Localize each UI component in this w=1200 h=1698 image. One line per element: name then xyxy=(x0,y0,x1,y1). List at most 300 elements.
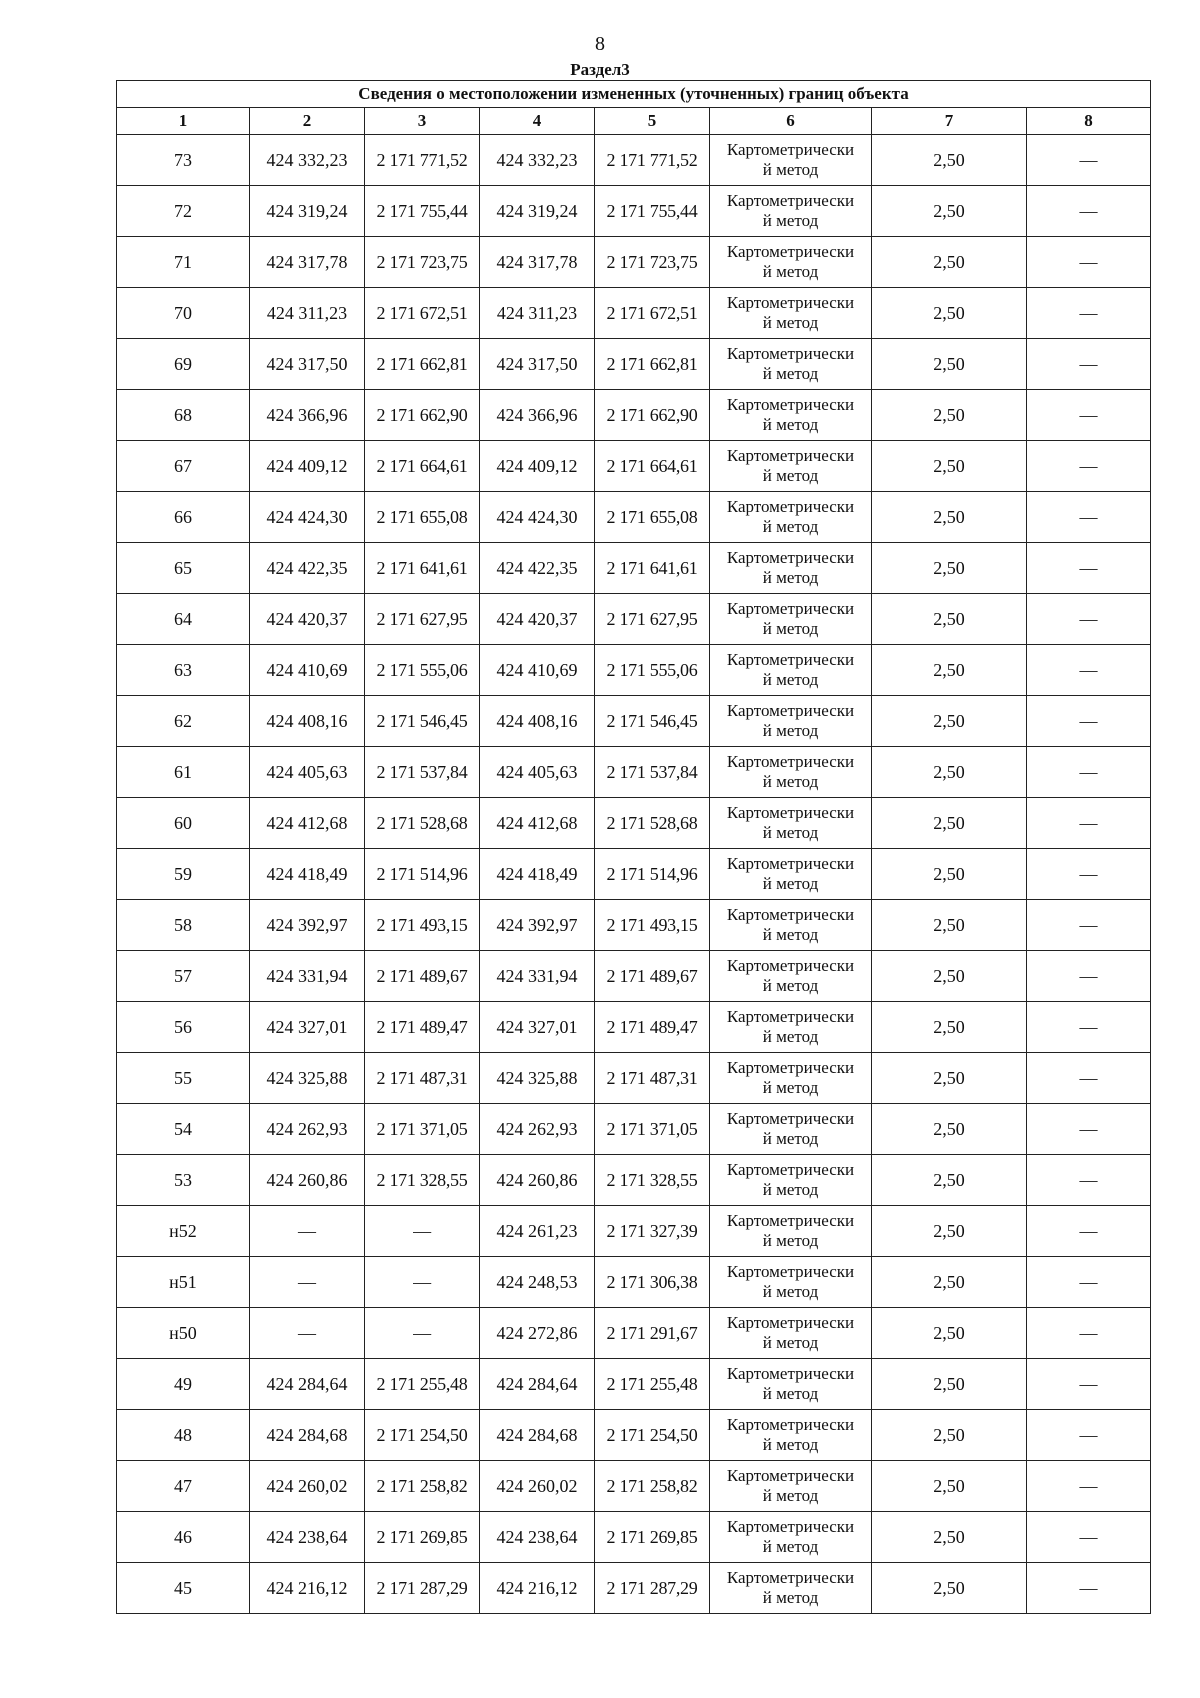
point-number-cell: 66 xyxy=(117,492,250,543)
method-line-2: й метод xyxy=(762,1486,819,1505)
point-number-cell: 65 xyxy=(117,543,250,594)
new-x-cell: 424 317,78 xyxy=(480,237,595,288)
method-line-2: й метод xyxy=(762,262,819,281)
new-x-cell: 424 311,23 xyxy=(480,288,595,339)
method-cell xyxy=(710,390,872,441)
table-row xyxy=(117,186,1151,237)
accuracy-cell: 2,50 xyxy=(872,696,1027,747)
method-line-2: й метод xyxy=(762,1333,819,1352)
point-number-cell: 67 xyxy=(117,441,250,492)
new-x-cell: 424 408,16 xyxy=(480,696,595,747)
table-row xyxy=(117,1461,1151,1512)
accuracy-cell: 2,50 xyxy=(872,237,1027,288)
method-line-1: Картометрически xyxy=(726,1160,855,1179)
new-x-cell: 424 420,37 xyxy=(480,594,595,645)
accuracy-cell: 2,50 xyxy=(872,135,1027,186)
method-line-2: й метод xyxy=(762,976,819,995)
new-x-cell: 424 260,02 xyxy=(480,1461,595,1512)
description-cell: — xyxy=(1027,900,1151,951)
description-cell: — xyxy=(1027,1206,1151,1257)
accuracy-cell: 2,50 xyxy=(872,1410,1027,1461)
method-line-1: Картометрически xyxy=(726,1007,855,1026)
old-y-cell: 2 171 655,08 xyxy=(365,492,480,543)
table-row xyxy=(117,951,1151,1002)
method-line-2: й метод xyxy=(762,1180,819,1199)
point-number-cell: 70 xyxy=(117,288,250,339)
new-y-cell: 2 171 664,61 xyxy=(595,441,710,492)
description-cell: — xyxy=(1027,441,1151,492)
table-row xyxy=(117,237,1151,288)
old-y-cell: 2 171 493,15 xyxy=(365,900,480,951)
method-line-1: Картометрически xyxy=(726,293,855,312)
method-line-1: Картометрически xyxy=(726,650,855,669)
new-y-cell: 2 171 489,67 xyxy=(595,951,710,1002)
old-x-cell: 424 331,94 xyxy=(250,951,365,1002)
new-y-cell: 2 171 662,90 xyxy=(595,390,710,441)
old-x-cell: 424 409,12 xyxy=(250,441,365,492)
new-x-cell: 424 317,50 xyxy=(480,339,595,390)
point-number-cell: 48 xyxy=(117,1410,250,1461)
method-cell xyxy=(710,1461,872,1512)
new-y-cell: 2 171 306,38 xyxy=(595,1257,710,1308)
method-line-2: й метод xyxy=(762,364,819,383)
point-number-cell: 63 xyxy=(117,645,250,696)
old-x-cell: 424 405,63 xyxy=(250,747,365,798)
method-cell xyxy=(710,492,872,543)
table-row xyxy=(117,1155,1151,1206)
method-line-2: й метод xyxy=(762,1027,819,1046)
old-y-cell: 2 171 555,06 xyxy=(365,645,480,696)
method-cell xyxy=(710,1257,872,1308)
point-number-cell: н51 xyxy=(117,1257,250,1308)
method-cell xyxy=(710,1104,872,1155)
new-x-cell: 424 409,12 xyxy=(480,441,595,492)
method-line-2: й метод xyxy=(762,568,819,587)
description-cell: — xyxy=(1027,288,1151,339)
table-row xyxy=(117,1104,1151,1155)
old-y-cell: 2 171 723,75 xyxy=(365,237,480,288)
old-y-cell: — xyxy=(365,1308,480,1359)
method-cell xyxy=(710,747,872,798)
old-x-cell: — xyxy=(250,1257,365,1308)
new-x-cell: 424 331,94 xyxy=(480,951,595,1002)
point-number-cell: 72 xyxy=(117,186,250,237)
accuracy-cell: 2,50 xyxy=(872,1461,1027,1512)
column-number: 6 xyxy=(710,108,872,135)
method-line-2: й метод xyxy=(762,823,819,842)
old-y-cell: 2 171 258,82 xyxy=(365,1461,480,1512)
point-number-cell: н50 xyxy=(117,1308,250,1359)
method-line-2: й метод xyxy=(762,1537,819,1556)
new-y-cell: 2 171 291,67 xyxy=(595,1308,710,1359)
column-number: 3 xyxy=(365,108,480,135)
table-row xyxy=(117,696,1151,747)
table-row xyxy=(117,747,1151,798)
table-row xyxy=(117,390,1151,441)
old-y-cell: 2 171 662,90 xyxy=(365,390,480,441)
table-row xyxy=(117,1257,1151,1308)
new-x-cell: 424 422,35 xyxy=(480,543,595,594)
old-y-cell: 2 171 537,84 xyxy=(365,747,480,798)
method-line-1: Картометрически xyxy=(726,1313,855,1332)
accuracy-cell: 2,50 xyxy=(872,849,1027,900)
method-line-1: Картометрически xyxy=(726,701,855,720)
method-line-2: й метод xyxy=(762,211,819,230)
old-x-cell: 424 412,68 xyxy=(250,798,365,849)
new-y-cell: 2 171 371,05 xyxy=(595,1104,710,1155)
method-line-2: й метод xyxy=(762,517,819,536)
method-cell xyxy=(710,441,872,492)
table-row xyxy=(117,1563,1151,1614)
new-x-cell: 424 260,86 xyxy=(480,1155,595,1206)
description-cell: — xyxy=(1027,543,1151,594)
method-cell xyxy=(710,696,872,747)
accuracy-cell: 2,50 xyxy=(872,594,1027,645)
method-line-1: Картометрически xyxy=(726,446,855,465)
method-line-2: й метод xyxy=(762,160,819,179)
method-line-1: Картометрически xyxy=(726,1568,855,1587)
old-x-cell: 424 366,96 xyxy=(250,390,365,441)
point-number-cell: 60 xyxy=(117,798,250,849)
point-number-cell: 47 xyxy=(117,1461,250,1512)
new-y-cell: 2 171 287,29 xyxy=(595,1563,710,1614)
description-cell: — xyxy=(1027,492,1151,543)
method-cell xyxy=(710,339,872,390)
new-y-cell: 2 171 327,39 xyxy=(595,1206,710,1257)
caption-row xyxy=(117,81,1151,108)
method-cell xyxy=(710,645,872,696)
new-y-cell: 2 171 514,96 xyxy=(595,849,710,900)
table-row xyxy=(117,1053,1151,1104)
method-line-1: Картометрически xyxy=(726,344,855,363)
point-number-cell: 71 xyxy=(117,237,250,288)
old-x-cell: 424 418,49 xyxy=(250,849,365,900)
new-x-cell: 424 325,88 xyxy=(480,1053,595,1104)
method-line-1: Картометрически xyxy=(726,905,855,924)
accuracy-cell: 2,50 xyxy=(872,1104,1027,1155)
method-line-1: Картометрически xyxy=(726,1262,855,1281)
method-line-2: й метод xyxy=(762,619,819,638)
accuracy-cell: 2,50 xyxy=(872,645,1027,696)
new-x-cell: 424 261,23 xyxy=(480,1206,595,1257)
method-cell xyxy=(710,186,872,237)
method-line-1: Картометрически xyxy=(726,140,855,159)
description-cell: — xyxy=(1027,1461,1151,1512)
method-cell xyxy=(710,543,872,594)
table-row xyxy=(117,441,1151,492)
old-x-cell: — xyxy=(250,1308,365,1359)
old-y-cell: 2 171 269,85 xyxy=(365,1512,480,1563)
new-x-cell: 424 284,64 xyxy=(480,1359,595,1410)
description-cell: — xyxy=(1027,1053,1151,1104)
description-cell: — xyxy=(1027,696,1151,747)
description-cell: — xyxy=(1027,1359,1151,1410)
point-number-cell: 46 xyxy=(117,1512,250,1563)
old-y-cell: 2 171 489,67 xyxy=(365,951,480,1002)
new-x-cell: 424 405,63 xyxy=(480,747,595,798)
point-number-cell: 64 xyxy=(117,594,250,645)
old-x-cell: 424 420,37 xyxy=(250,594,365,645)
table-row xyxy=(117,288,1151,339)
table-row xyxy=(117,339,1151,390)
method-line-2: й метод xyxy=(762,1078,819,1097)
method-line-1: Картометрически xyxy=(726,497,855,516)
point-number-cell: 68 xyxy=(117,390,250,441)
table-row xyxy=(117,1308,1151,1359)
accuracy-cell: 2,50 xyxy=(872,492,1027,543)
old-y-cell: 2 171 255,48 xyxy=(365,1359,480,1410)
new-y-cell: 2 171 493,15 xyxy=(595,900,710,951)
new-y-cell: 2 171 771,52 xyxy=(595,135,710,186)
old-x-cell: 424 327,01 xyxy=(250,1002,365,1053)
new-x-cell: 424 248,53 xyxy=(480,1257,595,1308)
old-y-cell: 2 171 641,61 xyxy=(365,543,480,594)
point-number-cell: 69 xyxy=(117,339,250,390)
new-x-cell: 424 319,24 xyxy=(480,186,595,237)
method-line-1: Картометрически xyxy=(726,1364,855,1383)
description-cell: — xyxy=(1027,186,1151,237)
old-y-cell: 2 171 528,68 xyxy=(365,798,480,849)
table-row xyxy=(117,492,1151,543)
accuracy-cell: 2,50 xyxy=(872,1002,1027,1053)
old-x-cell: 424 325,88 xyxy=(250,1053,365,1104)
old-y-cell: 2 171 371,05 xyxy=(365,1104,480,1155)
old-y-cell: 2 171 287,29 xyxy=(365,1563,480,1614)
new-x-cell: 424 327,01 xyxy=(480,1002,595,1053)
new-y-cell: 2 171 723,75 xyxy=(595,237,710,288)
method-line-1: Картометрически xyxy=(726,548,855,567)
old-x-cell: 424 424,30 xyxy=(250,492,365,543)
description-cell: — xyxy=(1027,798,1151,849)
method-cell xyxy=(710,849,872,900)
description-cell: — xyxy=(1027,645,1151,696)
new-x-cell: 424 216,12 xyxy=(480,1563,595,1614)
description-cell: — xyxy=(1027,1410,1151,1461)
method-cell xyxy=(710,1155,872,1206)
column-number: 2 xyxy=(250,108,365,135)
old-x-cell: 424 332,23 xyxy=(250,135,365,186)
old-x-cell: 424 260,02 xyxy=(250,1461,365,1512)
method-line-2: й метод xyxy=(762,1129,819,1148)
method-cell xyxy=(710,1410,872,1461)
old-y-cell: 2 171 755,44 xyxy=(365,186,480,237)
column-number: 5 xyxy=(595,108,710,135)
new-y-cell: 2 171 627,95 xyxy=(595,594,710,645)
point-number-cell: 54 xyxy=(117,1104,250,1155)
point-number-cell: 73 xyxy=(117,135,250,186)
method-line-2: й метод xyxy=(762,1588,819,1607)
old-y-cell: 2 171 546,45 xyxy=(365,696,480,747)
method-cell xyxy=(710,1359,872,1410)
page-number: 8 xyxy=(595,33,605,55)
description-cell: — xyxy=(1027,849,1151,900)
description-cell: — xyxy=(1027,1563,1151,1614)
method-line-1: Картометрически xyxy=(726,1211,855,1230)
old-x-cell: 424 216,12 xyxy=(250,1563,365,1614)
old-x-cell: — xyxy=(250,1206,365,1257)
new-y-cell: 2 171 546,45 xyxy=(595,696,710,747)
new-y-cell: 2 171 537,84 xyxy=(595,747,710,798)
accuracy-cell: 2,50 xyxy=(872,1563,1027,1614)
table-caption: Сведения о местоположении измененных (уточненных) границ объекта xyxy=(117,81,1151,108)
old-x-cell: 424 408,16 xyxy=(250,696,365,747)
method-line-1: Картометрически xyxy=(726,752,855,771)
point-number-cell: н52 xyxy=(117,1206,250,1257)
column-number: 4 xyxy=(480,108,595,135)
accuracy-cell: 2,50 xyxy=(872,339,1027,390)
old-x-cell: 424 317,78 xyxy=(250,237,365,288)
table-row xyxy=(117,135,1151,186)
table-row xyxy=(117,1002,1151,1053)
description-cell: — xyxy=(1027,594,1151,645)
accuracy-cell: 2,50 xyxy=(872,1512,1027,1563)
method-line-1: Картометрически xyxy=(726,1109,855,1128)
accuracy-cell: 2,50 xyxy=(872,951,1027,1002)
description-cell: — xyxy=(1027,1002,1151,1053)
accuracy-cell: 2,50 xyxy=(872,1053,1027,1104)
method-line-1: Картометрически xyxy=(726,1466,855,1485)
description-cell: — xyxy=(1027,1308,1151,1359)
accuracy-cell: 2,50 xyxy=(872,1257,1027,1308)
method-line-1: Картометрически xyxy=(726,242,855,261)
accuracy-cell: 2,50 xyxy=(872,543,1027,594)
column-number: 7 xyxy=(872,108,1027,135)
method-line-1: Картометрически xyxy=(726,854,855,873)
method-cell xyxy=(710,1563,872,1614)
column-number: 8 xyxy=(1027,108,1151,135)
new-y-cell: 2 171 641,61 xyxy=(595,543,710,594)
old-y-cell: 2 171 627,95 xyxy=(365,594,480,645)
method-line-2: й метод xyxy=(762,670,819,689)
new-y-cell: 2 171 255,48 xyxy=(595,1359,710,1410)
new-y-cell: 2 171 487,31 xyxy=(595,1053,710,1104)
method-line-2: й метод xyxy=(762,925,819,944)
table-row xyxy=(117,849,1151,900)
new-x-cell: 424 262,93 xyxy=(480,1104,595,1155)
method-cell xyxy=(710,951,872,1002)
table-row xyxy=(117,645,1151,696)
point-number-cell: 58 xyxy=(117,900,250,951)
method-line-2: й метод xyxy=(762,1435,819,1454)
description-cell: — xyxy=(1027,951,1151,1002)
point-number-cell: 62 xyxy=(117,696,250,747)
new-y-cell: 2 171 254,50 xyxy=(595,1410,710,1461)
method-line-2: й метод xyxy=(762,772,819,791)
method-line-2: й метод xyxy=(762,1384,819,1403)
method-cell xyxy=(710,1053,872,1104)
old-y-cell: 2 171 771,52 xyxy=(365,135,480,186)
method-line-1: Картометрически xyxy=(726,1415,855,1434)
point-number-cell: 56 xyxy=(117,1002,250,1053)
accuracy-cell: 2,50 xyxy=(872,390,1027,441)
method-line-1: Картометрически xyxy=(726,1517,855,1536)
description-cell: — xyxy=(1027,747,1151,798)
point-number-cell: 57 xyxy=(117,951,250,1002)
method-line-2: й метод xyxy=(762,1282,819,1301)
description-cell: — xyxy=(1027,339,1151,390)
description-cell: — xyxy=(1027,135,1151,186)
new-x-cell: 424 410,69 xyxy=(480,645,595,696)
method-line-1: Картометрически xyxy=(726,956,855,975)
description-cell: — xyxy=(1027,1155,1151,1206)
old-x-cell: 424 422,35 xyxy=(250,543,365,594)
method-cell xyxy=(710,1308,872,1359)
old-y-cell: 2 171 489,47 xyxy=(365,1002,480,1053)
table-body xyxy=(117,135,1151,1614)
new-x-cell: 424 272,86 xyxy=(480,1308,595,1359)
old-y-cell: — xyxy=(365,1257,480,1308)
table-row xyxy=(117,1359,1151,1410)
method-cell xyxy=(710,1206,872,1257)
new-x-cell: 424 418,49 xyxy=(480,849,595,900)
method-line-1: Картометрически xyxy=(726,599,855,618)
accuracy-cell: 2,50 xyxy=(872,900,1027,951)
old-x-cell: 424 260,86 xyxy=(250,1155,365,1206)
old-y-cell: 2 171 328,55 xyxy=(365,1155,480,1206)
new-y-cell: 2 171 662,81 xyxy=(595,339,710,390)
old-y-cell: 2 171 662,81 xyxy=(365,339,480,390)
new-y-cell: 2 171 528,68 xyxy=(595,798,710,849)
method-line-2: й метод xyxy=(762,313,819,332)
section-title: Раздел3 xyxy=(570,60,630,79)
old-x-cell: 424 392,97 xyxy=(250,900,365,951)
point-number-cell: 59 xyxy=(117,849,250,900)
new-x-cell: 424 412,68 xyxy=(480,798,595,849)
method-cell xyxy=(710,594,872,645)
old-y-cell: 2 171 672,51 xyxy=(365,288,480,339)
method-cell xyxy=(710,288,872,339)
method-line-1: Картометрически xyxy=(726,1058,855,1077)
table-row xyxy=(117,1410,1151,1461)
old-x-cell: 424 238,64 xyxy=(250,1512,365,1563)
description-cell: — xyxy=(1027,1512,1151,1563)
method-line-2: й метод xyxy=(762,415,819,434)
method-line-1: Картометрически xyxy=(726,191,855,210)
new-x-cell: 424 284,68 xyxy=(480,1410,595,1461)
new-y-cell: 2 171 755,44 xyxy=(595,186,710,237)
method-cell xyxy=(710,1002,872,1053)
accuracy-cell: 2,50 xyxy=(872,747,1027,798)
old-x-cell: 424 262,93 xyxy=(250,1104,365,1155)
old-y-cell: 2 171 254,50 xyxy=(365,1410,480,1461)
table-row xyxy=(117,900,1151,951)
accuracy-cell: 2,50 xyxy=(872,798,1027,849)
column-number-row xyxy=(117,108,1151,135)
new-y-cell: 2 171 655,08 xyxy=(595,492,710,543)
old-x-cell: 424 311,23 xyxy=(250,288,365,339)
method-line-2: й метод xyxy=(762,721,819,740)
new-x-cell: 424 392,97 xyxy=(480,900,595,951)
boundary-table xyxy=(116,80,1151,1614)
accuracy-cell: 2,50 xyxy=(872,441,1027,492)
method-cell xyxy=(710,135,872,186)
new-y-cell: 2 171 555,06 xyxy=(595,645,710,696)
accuracy-cell: 2,50 xyxy=(872,288,1027,339)
table-row xyxy=(117,594,1151,645)
new-y-cell: 2 171 258,82 xyxy=(595,1461,710,1512)
new-x-cell: 424 424,30 xyxy=(480,492,595,543)
description-cell: — xyxy=(1027,237,1151,288)
description-cell: — xyxy=(1027,1104,1151,1155)
new-y-cell: 2 171 269,85 xyxy=(595,1512,710,1563)
old-x-cell: 424 317,50 xyxy=(250,339,365,390)
method-cell xyxy=(710,1512,872,1563)
column-number: 1 xyxy=(117,108,250,135)
method-cell xyxy=(710,237,872,288)
new-y-cell: 2 171 328,55 xyxy=(595,1155,710,1206)
method-cell xyxy=(710,900,872,951)
table-row xyxy=(117,543,1151,594)
